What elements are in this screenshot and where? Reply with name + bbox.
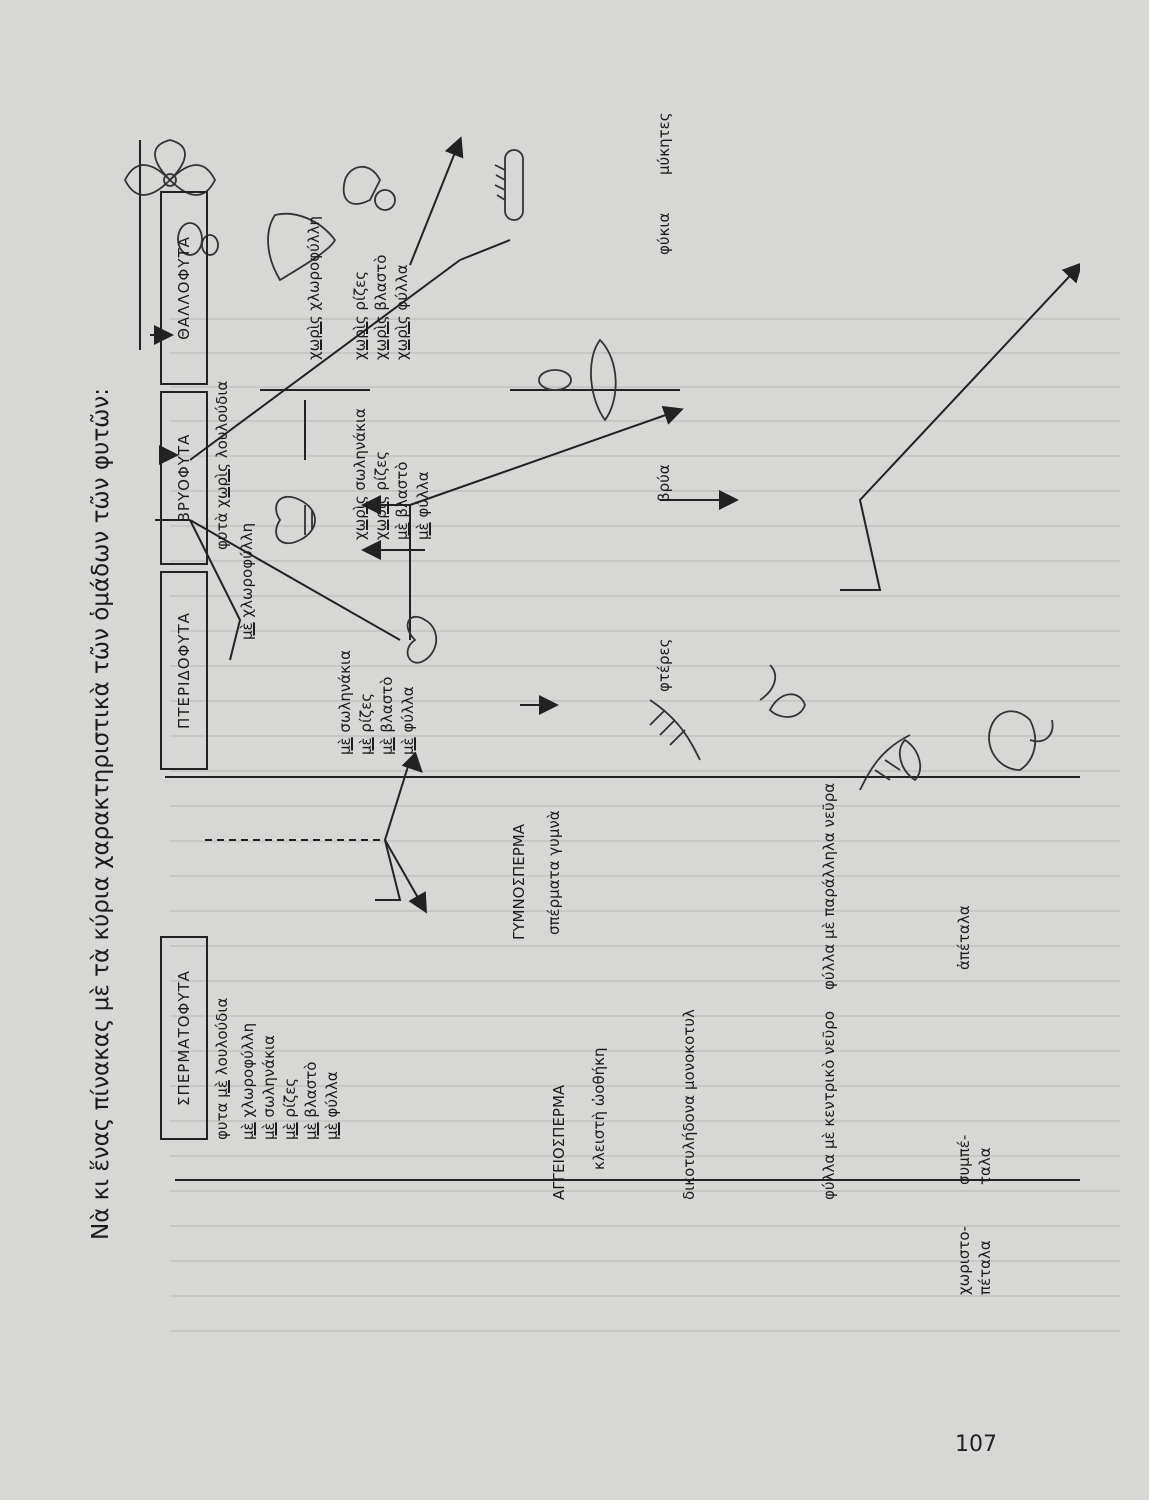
box-spermatofyta	[160, 936, 208, 1140]
trait-word: μὲ	[399, 737, 417, 755]
trait-value: ρίζες	[372, 450, 390, 491]
trait-word: χωρὶς	[393, 315, 411, 360]
monocot-desc: φύλλα μὲ παράλληλα νεῦρα	[820, 782, 838, 990]
trait-word: χωρὶς	[372, 315, 390, 360]
trait-word: μὲ	[357, 737, 375, 755]
seed-split-line	[375, 760, 410, 900]
box-thallofyta	[160, 191, 208, 385]
trait-value: φύλλα	[323, 1071, 341, 1118]
trait-value: φύλλα	[393, 264, 411, 311]
gymnosperm-label: ΓΥΜΝΟΣΠΕΡΜΑ	[510, 824, 528, 940]
sperm-trait-row	[322, 950, 343, 1140]
thallo-trait-row	[371, 200, 392, 360]
algae-icon	[989, 711, 1035, 770]
sperm-trait-row	[280, 950, 301, 1140]
pterido-trait-row	[377, 595, 398, 755]
sympetalous-label-2: ταλα	[976, 1147, 994, 1185]
arrow-to-apetala	[410, 140, 460, 265]
example-algae: φύκια	[655, 212, 673, 255]
example-fungi: μύκητες	[655, 112, 673, 175]
chlorophyll-branch-label: χλωροφύλλη	[238, 522, 256, 618]
trait-value: βλαστὸ	[302, 1061, 320, 1118]
chlorophyll-branch-word: μὲ	[238, 622, 256, 640]
dicot-label: δικοτυλήδονα	[680, 1095, 698, 1200]
trait-word: μὲ	[302, 1122, 320, 1140]
pterido-trait-row	[398, 595, 419, 755]
apetalous-flower-icon	[505, 150, 523, 220]
trait-word: χωρὶς	[351, 495, 369, 540]
box-pteridofyta-label: ΠΤΕΡΙΔΟΦΥΤΑ	[175, 612, 193, 729]
pterido-trait-row	[335, 595, 356, 755]
trait-word: μὲ	[239, 1122, 257, 1140]
trait-value: φύλλα	[399, 686, 417, 733]
thallo-header-label: χλωροφύλλη	[305, 215, 323, 311]
non-flowering-word: χωρὶς	[213, 463, 231, 508]
trait-word: μὲ	[378, 737, 396, 755]
trait-value: χλωροφύλλη	[239, 1022, 257, 1118]
dicot-leaf-icon	[268, 214, 335, 280]
bryo-traits	[350, 380, 434, 540]
trait-word: μὲ	[393, 522, 411, 540]
angiosperm-label: ΑΓΓΕΙΟΣΠΕΡΜΑ	[550, 1084, 568, 1200]
thallo-trait-row	[350, 200, 371, 360]
trait-word: μὲ	[323, 1122, 341, 1140]
example-ferns: φτέρες	[655, 638, 673, 692]
fern-icon	[650, 700, 700, 760]
angiosperm-desc: κλειστὴ ὠοθήκη	[590, 1047, 608, 1170]
sperm-header-prefix: φυτα	[213, 1102, 231, 1140]
trait-word: μὲ	[281, 1122, 299, 1140]
diagram-title: Νὰ κι ἕνας πίνακας μὲ τὰ κύρια χαρακτηριστικὰ τῶν ὁμάδων τῶν φυτῶν:	[88, 387, 114, 1240]
trait-word: χωρὶς	[351, 315, 369, 360]
trait-value: βλαστὸ	[393, 461, 411, 518]
trait-value: ρίζες	[357, 692, 375, 733]
trait-value: σωληνάκια	[336, 650, 354, 733]
trait-word: χωρὶς	[372, 495, 390, 540]
sperm-trait-row	[259, 950, 280, 1140]
thallo-trait-row	[392, 200, 413, 360]
box-bryofyta	[160, 391, 208, 565]
chlorophyll-branch	[238, 523, 256, 640]
non-flowering-header	[213, 381, 231, 550]
arrow-to-angiosperm	[410, 760, 420, 770]
trait-value: φύλλα	[414, 471, 432, 518]
box-bryofyta-label: ΒΡΥΟΦΥΤΑ	[175, 433, 193, 523]
trait-value: βλαστὸ	[378, 676, 396, 733]
sperm-trait-row	[301, 950, 322, 1140]
trait-word: μὲ	[336, 737, 354, 755]
monocot-leaf-icon	[591, 340, 616, 420]
trait-value: ρίζες	[281, 1077, 299, 1118]
thallo-header	[305, 216, 323, 360]
non-flowering-rest: λουλούδια	[213, 380, 231, 459]
thallo-header-word: χωρὶς	[305, 315, 323, 360]
sperm-header	[213, 998, 231, 1140]
bryo-trait-row	[371, 380, 392, 540]
page-number: 107	[955, 1432, 997, 1457]
thallo-traits	[350, 200, 413, 360]
choripetalous-label-2: πέταλα	[976, 1240, 994, 1295]
gymnosperm-desc: σπέρματα γυμνὰ	[545, 810, 563, 935]
bryo-trait-row	[413, 380, 434, 540]
monocot-stem	[460, 240, 510, 260]
non-flowering-prefix: φυτὰ	[213, 512, 231, 550]
trait-word: μὲ	[260, 1122, 278, 1140]
apetalous-label: ἀπέταλα	[955, 905, 973, 970]
pterido-trait-row	[356, 595, 377, 755]
box-pteridofyta	[160, 571, 208, 770]
sympetalous-label-1: συμπέ-	[955, 1134, 973, 1185]
bryo-trait-row	[350, 380, 371, 540]
example-mosses: βρύα	[655, 464, 673, 502]
trait-value: σωληνάκια	[260, 1035, 278, 1118]
box-spermatofyta-label: ΣΠΕΡΜΑΤΟΦΥΤΑ	[175, 970, 193, 1106]
sperm-header-rest: λουλούδια	[213, 997, 231, 1076]
pterido-traits	[335, 595, 419, 755]
plant-groups-diagram	[80, 80, 1080, 1295]
trait-value: βλαστὸ	[372, 254, 390, 311]
sperm-header-word: μὲ	[213, 1080, 231, 1098]
sperm-traits	[238, 950, 343, 1140]
dicot-desc: φύλλα μὲ κεντρικὸ νεῦρο	[820, 1010, 838, 1200]
trait-value: σωληνάκια	[351, 408, 369, 491]
arrow-to-thallofyta	[840, 265, 1080, 590]
box-thallofyta-label: ΘΑΛΛΟΦΥΤΑ	[175, 236, 193, 340]
monocot-label: μονοκοτυλ	[680, 1009, 698, 1090]
choripetalous-label-1: χωριστο-	[955, 1226, 973, 1295]
monocot-seed-icon	[539, 370, 571, 390]
trait-word: μὲ	[414, 522, 432, 540]
arrow-to-monocot	[410, 410, 680, 505]
sperm-trait-row	[238, 950, 259, 1140]
bryo-trait-row	[392, 380, 413, 540]
closed-ovary-icon	[276, 497, 315, 543]
trait-value: ρίζες	[351, 270, 369, 311]
